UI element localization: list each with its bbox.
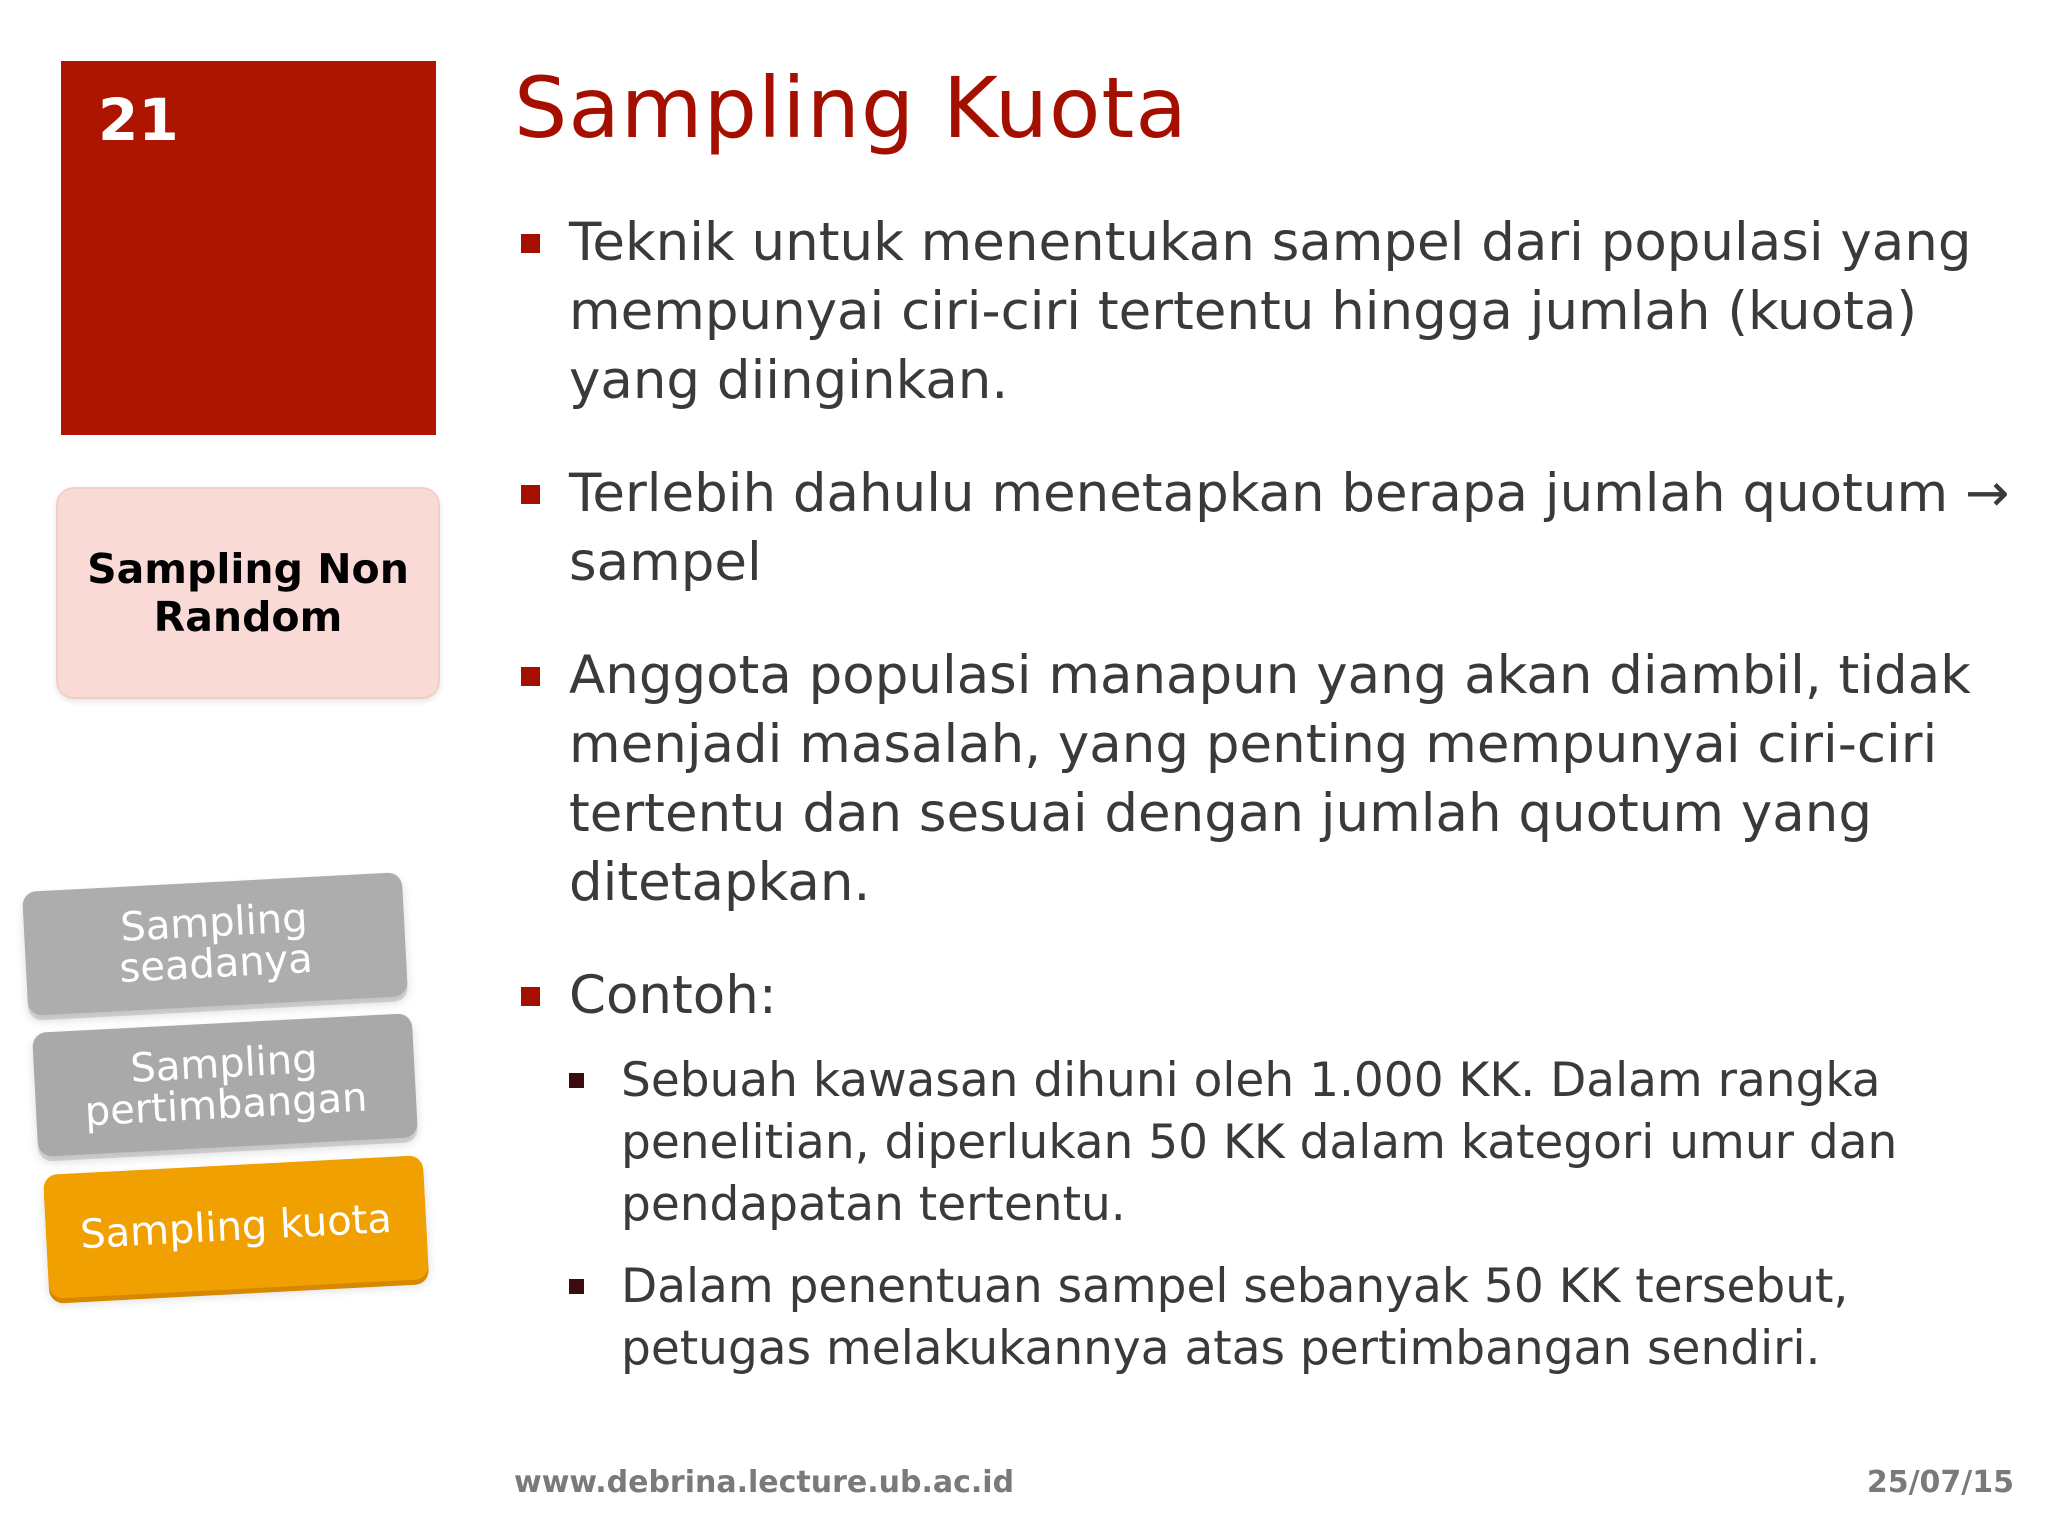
sub-bullet-text: Sebuah kawasan dihuni oleh 1.000 KK. Dalam rangka penelitian, diperlukan 50 KK dalam kategori umur dan pendapatan tertentu. <box>621 1053 1898 1232</box>
sub-bullet-determination <box>569 1256 2014 1380</box>
footer-url: www.debrina.lecture.ub.ac.id <box>514 1465 1015 1500</box>
stack-item-sampling-seadanya[interactable] <box>22 872 408 1016</box>
bullet-example <box>514 961 2014 1380</box>
section-label-box <box>56 487 440 699</box>
bullet-text: Anggota populasi manapun yang akan diambil, tidak menjadi masalah, yang penting mempunyai ciri-ciri tertentu dan sesuai dengan jumlah quotum yang ditetapkan. <box>569 645 1971 913</box>
footer-date: 25/07/15 <box>1866 1465 2014 1500</box>
stack-item-label: Sampling pertimbangan <box>83 1036 369 1136</box>
stack-item-sampling-kuota[interactable] <box>43 1155 429 1299</box>
stack-item-label: Sampling kuota <box>79 1195 393 1258</box>
slide-number: 21 <box>98 86 179 154</box>
bullet-member-selection <box>514 641 2014 917</box>
bullet-text: Teknik untuk menentukan sampel dari populasi yang mempunyai ciri-ciri tertentu hingga jumlah (kuota) yang diinginkan. <box>569 212 1972 411</box>
bullet-definition <box>514 208 2014 415</box>
sub-bullet-area <box>569 1050 2014 1236</box>
bullet-quotum <box>514 459 2014 597</box>
bullet-text: Contoh: <box>569 965 777 1026</box>
section-label: Sampling Non Random <box>87 544 409 641</box>
bullet-text: Terlebih dahulu menetapkan berapa jumlah quotum → sampel <box>569 463 2010 593</box>
slide-number-panel <box>61 61 436 435</box>
stack-item-label: Sampling seadanya <box>118 895 314 993</box>
bullet-list <box>514 208 2014 1380</box>
slide-title: Sampling Kuota <box>514 59 1188 157</box>
slide-content <box>514 208 2014 1424</box>
sub-bullet-text: Dalam penentuan sampel sebanyak 50 KK tersebut, petugas melakukannya atas pertimbangan sendiri. <box>621 1259 1849 1376</box>
stack-item-sampling-pertimbangan[interactable] <box>32 1013 418 1157</box>
example-sub-list <box>569 1050 2014 1380</box>
